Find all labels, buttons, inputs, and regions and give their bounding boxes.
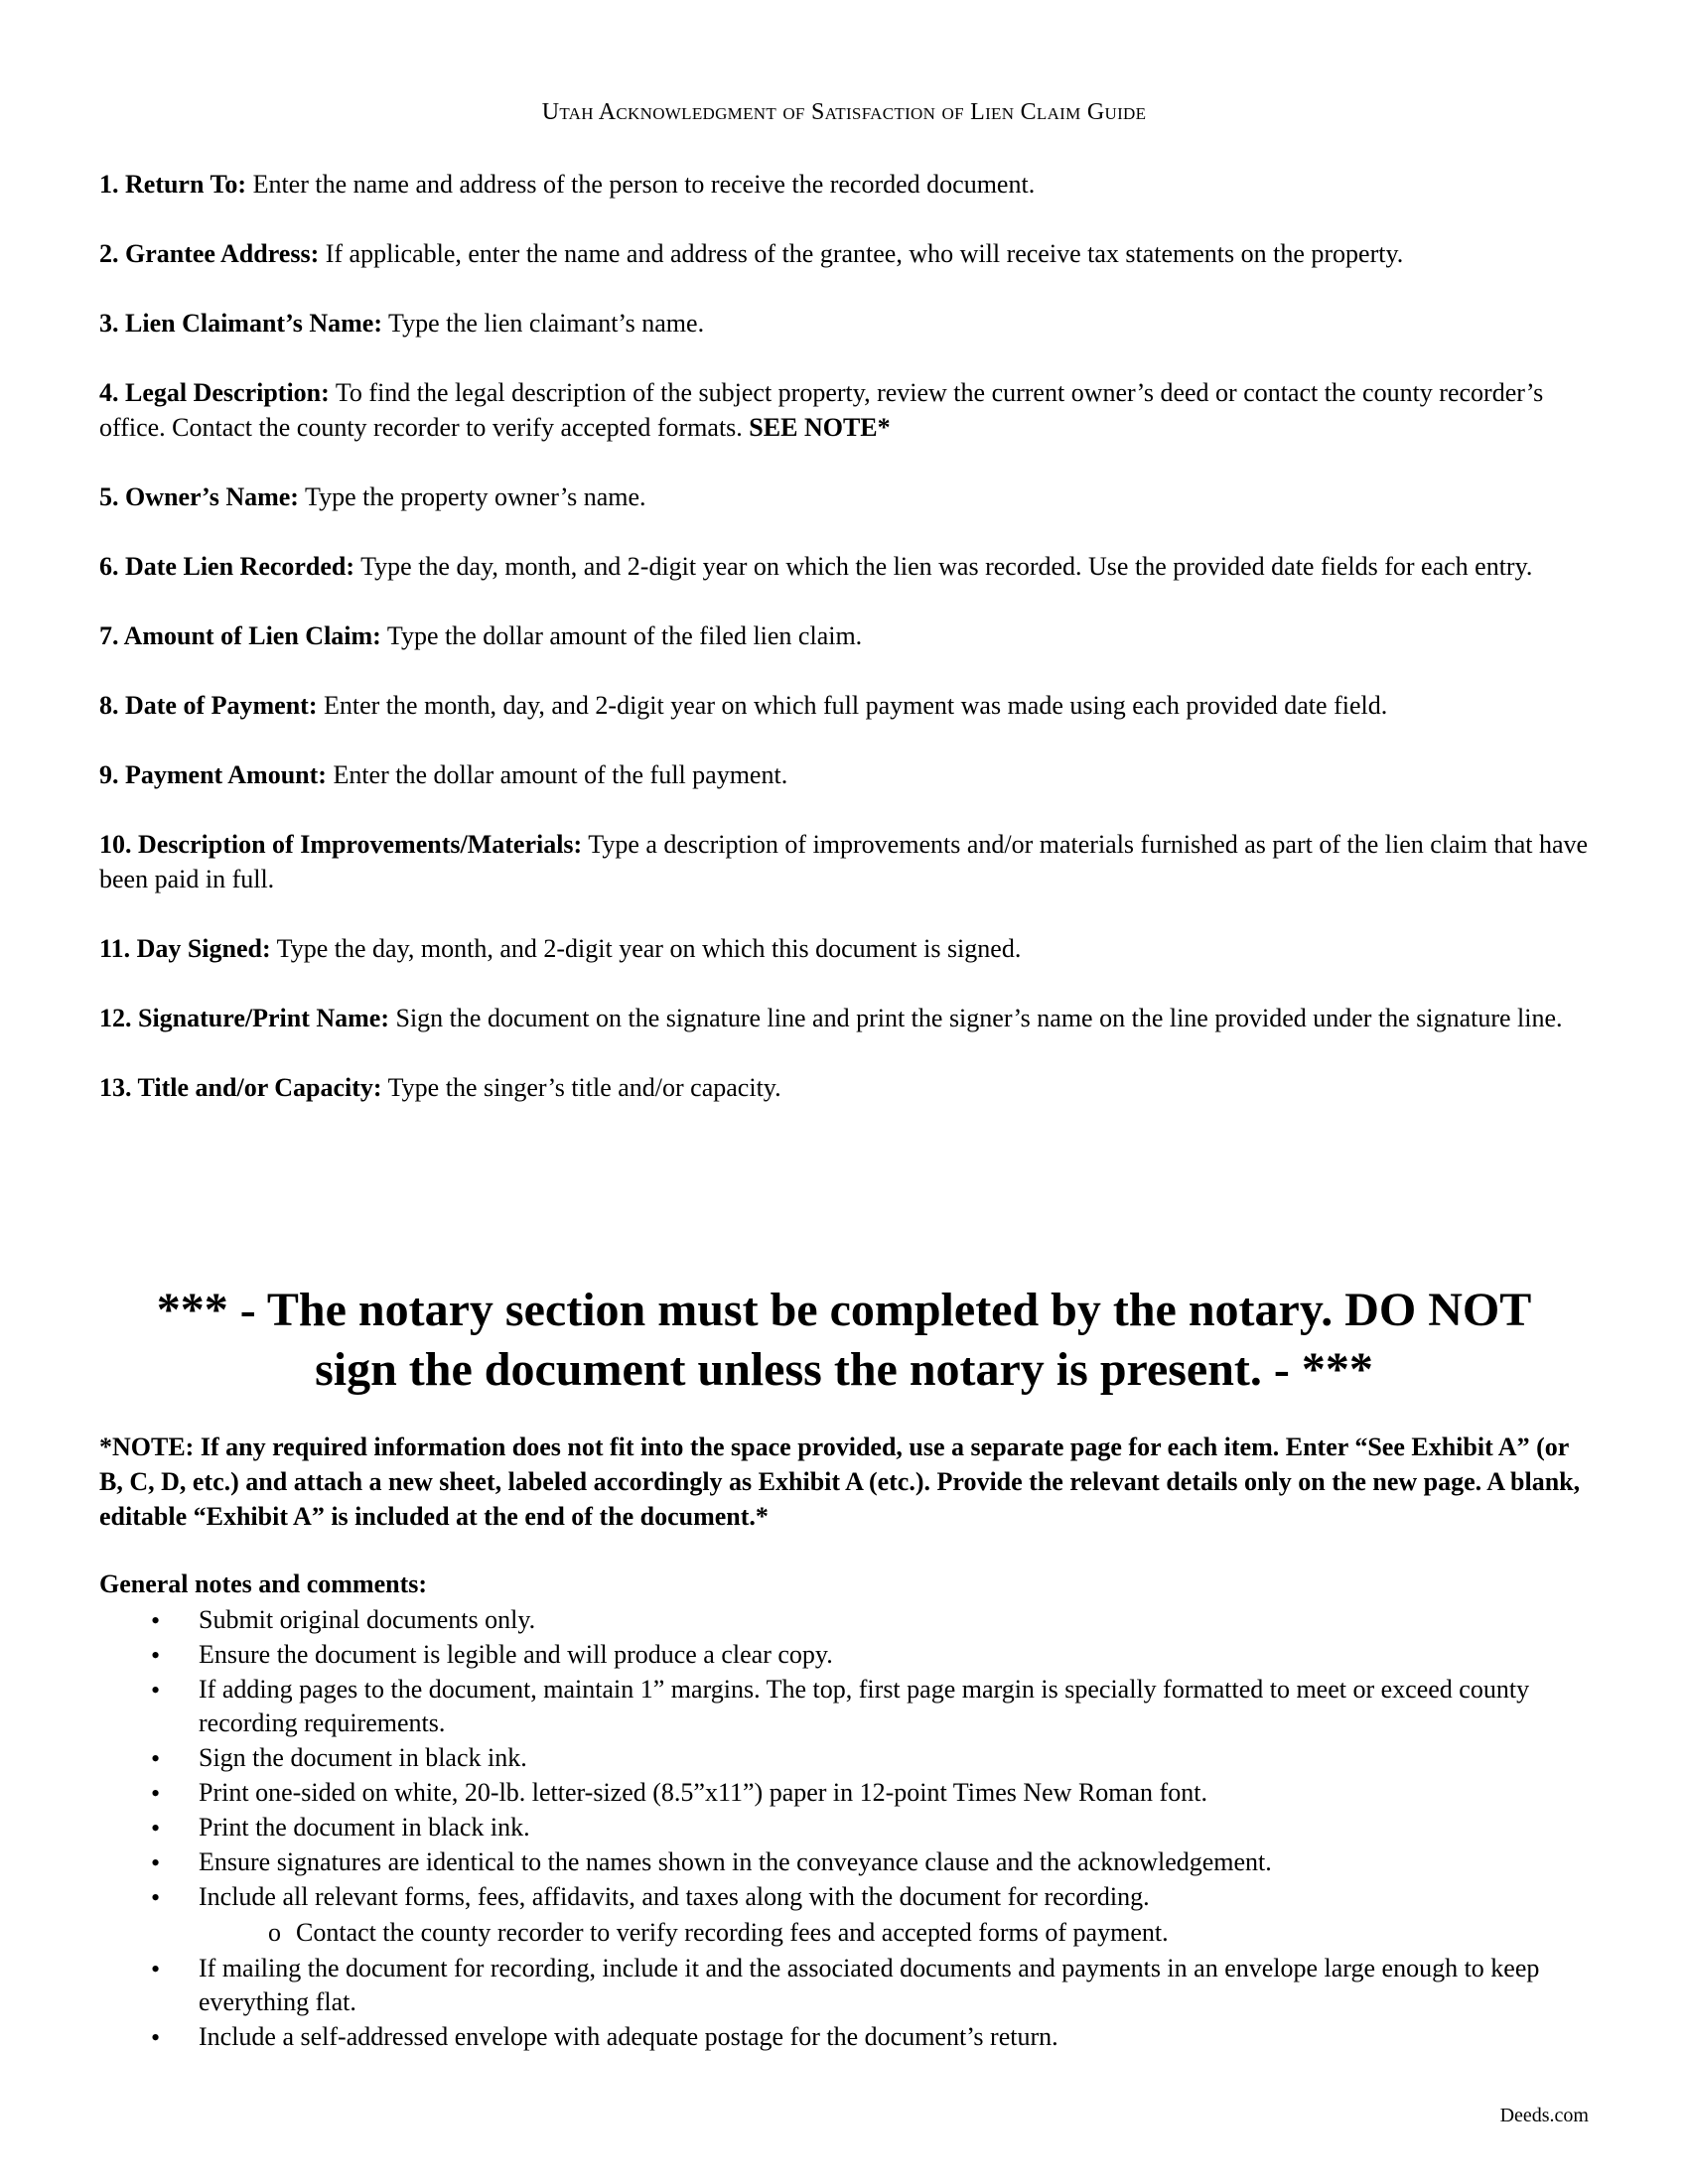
item-text: Enter the dollar amount of the full payment. xyxy=(326,760,788,789)
list-item xyxy=(99,1879,1589,1914)
document-title: Utah Acknowledgment of Satisfaction of Lien Claim Guide xyxy=(541,99,1147,125)
bullet-icon: • xyxy=(151,1676,161,1705)
item-label: 9. Payment Amount: xyxy=(99,760,327,789)
item-text: Type the dollar amount of the filed lien claim. xyxy=(380,621,863,650)
list-item-text: If adding pages to the document, maintain 1” margins. The top, first page margin is specially formatted to meet or exceed county recording requirements. xyxy=(199,1675,1530,1737)
item-text: Type the day, month, and 2-digit year on which the lien was recorded. Use the provided date fields for each entry. xyxy=(354,552,1533,581)
item-label: 8. Date of Payment: xyxy=(99,691,318,720)
bullet-icon: • xyxy=(151,1779,161,1808)
item-text: To find the legal description of the subject property, review the current owner’s deed or contact the county recorder’s office. Contact the county recorder to verify accepted formats. xyxy=(99,378,1544,442)
sub-list-item xyxy=(99,1914,1589,1951)
instruction-item xyxy=(99,1001,1589,1035)
list-item-text: Print the document in black ink. xyxy=(199,1813,530,1842)
bullet-icon: • xyxy=(151,1883,161,1912)
general-notes-list xyxy=(99,1602,1589,2054)
notary-warning-line: sign the document unless the notary is present. - *** xyxy=(315,1343,1373,1396)
item-label: 13. Title and/or Capacity: xyxy=(99,1073,382,1102)
instruction-item xyxy=(99,1070,1589,1105)
item-text: Type the lien claimant’s name. xyxy=(382,309,705,338)
instruction-item xyxy=(99,167,1589,202)
instruction-item xyxy=(99,618,1589,653)
general-notes-heading: General notes and comments: xyxy=(99,1570,428,1598)
bullet-icon: • xyxy=(151,1641,161,1670)
bullet-icon: • xyxy=(151,2023,161,2052)
exhibit-note: *NOTE: If any required information does not fit into the space provided, use a separate page for each item. Enter “See Exhibit A” (or B, C, D, etc.) and attach a new sheet, labeled accordingly as Exhibit A (etc.). Provide the relevant details only on the new page. A blank, editable “Exhibit A” is included at the end of the document.* xyxy=(99,1433,1581,1531)
list-item-text: Print one-sided on white, 20-lb. letter-sized (8.5”x11”) paper in 12-point Times New Roman font. xyxy=(199,1778,1207,1807)
notary-warning-line: *** - The notary section must be completed by the notary. DO NOT xyxy=(156,1284,1532,1336)
list-item xyxy=(99,1775,1589,1810)
instruction-item xyxy=(99,549,1589,584)
item-text: Type the day, month, and 2-digit year on which this document is signed. xyxy=(270,934,1022,963)
list-item-text: Ensure signatures are identical to the names shown in the conveyance clause and the acknowledgement. xyxy=(199,1847,1272,1876)
instruction-item xyxy=(99,688,1589,723)
list-item-text: Submit original documents only. xyxy=(199,1605,536,1634)
list-item xyxy=(99,1844,1589,1879)
item-label: 2. Grantee Address: xyxy=(99,239,320,268)
bullet-icon: • xyxy=(151,1744,161,1773)
list-item-text: Include a self-addressed envelope with adequate postage for the document’s return. xyxy=(199,2022,1058,2051)
list-item-text: Include all relevant forms, fees, affidavits, and taxes along with the document for recording. xyxy=(199,1882,1150,1911)
see-note-reference: SEE NOTE* xyxy=(749,413,891,442)
instruction-item xyxy=(99,306,1589,341)
list-item xyxy=(99,1951,1589,2019)
item-label: 4. Legal Description: xyxy=(99,378,330,407)
notary-warning xyxy=(0,1281,1688,1400)
item-text: Enter the name and address of the person to receive the recorded document. xyxy=(246,170,1036,199)
instruction-item xyxy=(99,931,1589,966)
item-label: 11. Day Signed: xyxy=(99,934,271,963)
bullet-icon: • xyxy=(151,1606,161,1635)
item-text: Type a description of improvements and/or materials furnished as part of the lien claim that have been paid in full. xyxy=(99,830,1589,893)
item-label: 12. Signature/Print Name: xyxy=(99,1004,389,1032)
instruction-item xyxy=(99,479,1589,514)
item-label: 6. Date Lien Recorded: xyxy=(99,552,355,581)
footer-brand: Deeds.com xyxy=(1499,2105,1589,2126)
item-text: Type the singer’s title and/or capacity. xyxy=(381,1073,781,1102)
item-text: If applicable, enter the name and address of the grantee, who will receive tax statements on the property. xyxy=(319,239,1404,268)
bullet-icon: • xyxy=(151,1814,161,1843)
instruction-item xyxy=(99,827,1589,896)
list-item xyxy=(99,1602,1589,1637)
sub-list-item-text: Contact the county recorder to verify recording fees and accepted forms of payment. xyxy=(296,1918,1169,1947)
item-text: Enter the month, day, and 2-digit year on which full payment was made using each provided date field. xyxy=(317,691,1388,720)
list-item xyxy=(99,1672,1589,1740)
sub-bullet-icon: o xyxy=(268,1918,281,1947)
list-item xyxy=(99,1810,1589,1844)
item-label: 3. Lien Claimant’s Name: xyxy=(99,309,383,338)
item-label: 1. Return To: xyxy=(99,170,247,199)
item-label: 7. Amount of Lien Claim: xyxy=(99,621,381,650)
list-item xyxy=(99,1637,1589,1672)
item-text: Sign the document on the signature line and print the signer’s name on the line provided under the signature line. xyxy=(389,1004,1563,1032)
bullet-icon: • xyxy=(151,1955,161,1983)
list-item-text: Ensure the document is legible and will produce a clear copy. xyxy=(199,1640,833,1669)
item-label: 5. Owner’s Name: xyxy=(99,482,299,511)
instruction-item xyxy=(99,375,1589,445)
item-text: Type the property owner’s name. xyxy=(298,482,646,511)
item-label: 10. Description of Improvements/Materials: xyxy=(99,830,583,859)
instruction-list xyxy=(99,167,1589,1140)
instruction-item xyxy=(99,236,1589,271)
bullet-icon: • xyxy=(151,1848,161,1877)
general-notes xyxy=(99,1566,1589,2054)
instruction-item xyxy=(99,757,1589,792)
list-item xyxy=(99,1740,1589,1775)
list-item xyxy=(99,2019,1589,2054)
list-item-text: Sign the document in black ink. xyxy=(199,1743,527,1772)
list-item-text: If mailing the document for recording, include it and the associated documents and payments in an envelope large enough to keep everything flat. xyxy=(199,1954,1540,2016)
